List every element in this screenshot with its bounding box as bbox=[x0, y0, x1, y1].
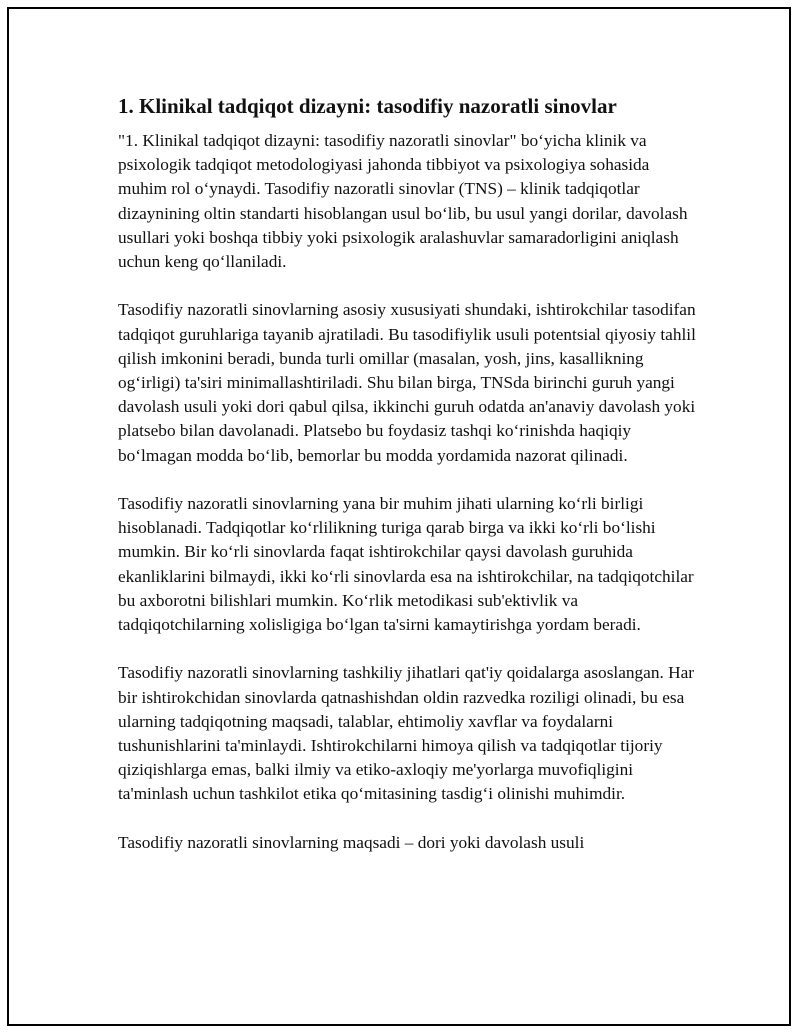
paragraph-5: Tasodifiy nazoratli sinovlarning maqsadi – dori yoki davolash usuli bbox=[118, 832, 585, 852]
document-title: 1. Klinikal tadqiqot dizayni: tasodifiy nazoratli sinovlar bbox=[118, 94, 617, 118]
document-body bbox=[118, 93, 698, 879]
paragraph-1: "1. Klinikal tadqiqot dizayni: tasodifiy nazoratli sinovlar" bo‘yicha klinik va psixologik tadqiqot metodologiyasi jahonda tibbiyot va psixologiya sohasida muhim rol o‘ynaydi. Tasodifiy nazoratli sinovlar (TNS) – klinik tadqiqotlar dizaynining oltin standarti hisoblangan usul bo‘lib, bu usul yangi dorilar, davolash usullari yoki boshqa tibbiy yoki psixologik aralashuvlar samaradorligini aniqlash uchun keng qo‘llaniladi. bbox=[118, 131, 688, 272]
paragraph-2: Tasodifiy nazoratli sinovlarning asosiy xususiyati shundaki, ishtirokchilar tasodifan tadqiqot guruhlariga tayanib ajratiladi. Bu tasodifiylik usuli potentsial qiyosiy tahlil qilish imkonini beradi, bunda turli omillar (masalan, yosh, jins, kasallikning og‘irligi) ta'siri minimallashtiriladi. Shu bilan birga, TNSda birinchi guruh yangi davolash usuli yoki dori qabul qilsa, ikkinchi guruh odatda an'anaviy davolash yoki platsebo bilan davolanadi. Platsebo bu foydasiz tashqi ko‘rinishda haqiqiy bo‘lmagan modda bo‘lib, bemorlar bu modda yordamida nazorat qilinadi. bbox=[118, 300, 696, 465]
paragraph-3: Tasodifiy nazoratli sinovlarning yana bir muhim jihati ularning ko‘rli birligi hisoblanadi. Tadqiqotlar ko‘rlilikning turiga qarab birga va ikki ko‘rli bo‘lishi mumkin. Bir ko‘rli sinovlarda faqat ishtirokchilar qaysi davolash guruhida ekanliklarini bilmaydi, ikki ko‘rli sinovlarda esa na ishtirokchilar, na tadqiqotchilar bu axborotni bilishlari mumkin. Ko‘rlik metodikasi sub'ektivlik va tadqiqotchilarning xolisligiga bo‘lgan ta'sirni kamaytirishga yordam beradi. bbox=[118, 494, 694, 635]
paragraph-4: Tasodifiy nazoratli sinovlarning tashkiliy jihatlari qat'iy qoidalarga asoslangan. Har bir ishtirokchidan sinovlarda qatnashishdan oldin razvedka roziligi olinadi, bu esa ularning tadqiqotning maqsadi, talablar, ehtimoliy xavflar va foydalarni tushunishlarini ta'minlaydi. Ishtirokchilarni himoya qilish va tadqiqotlar tijoriy qiziqishlarga emas, balki ilmiy va etiko-axloqiy me'yorlarga muvofiqligini ta'minlash uchun tashkilot etika qo‘mitasining tasdig‘i olinishi muhimdir. bbox=[118, 663, 695, 804]
